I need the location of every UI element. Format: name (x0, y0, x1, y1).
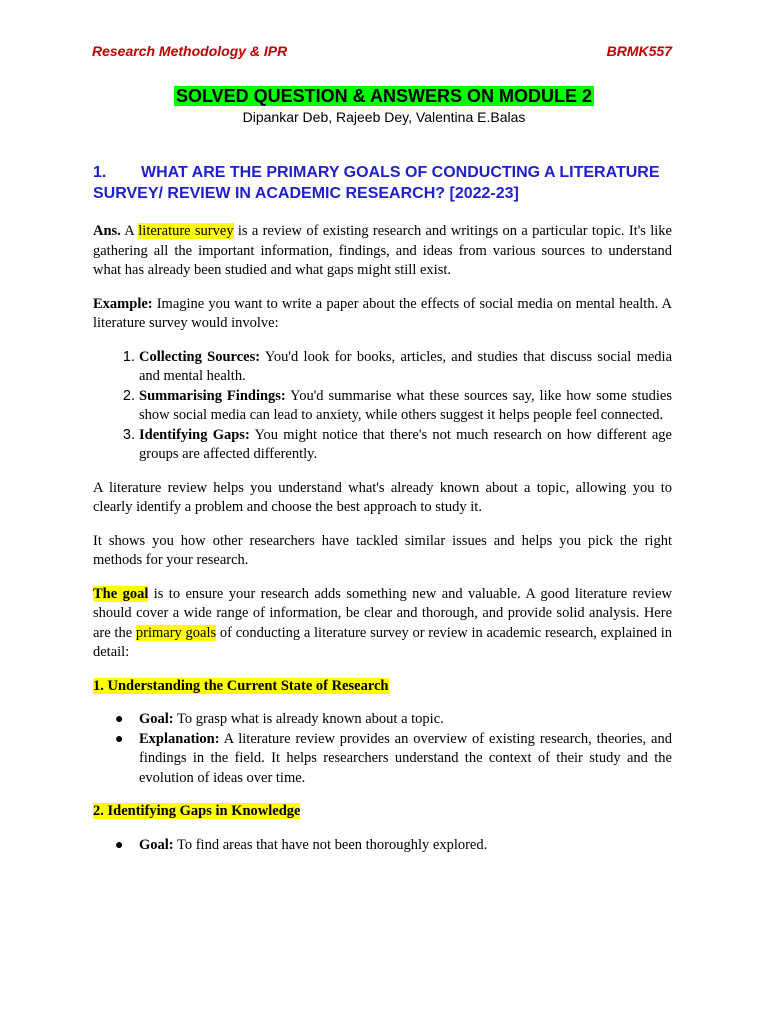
page-header (92, 43, 672, 59)
goal-text-end: of conducting a literature survey or review in academic research, explained in detail: (93, 624, 672, 660)
highlight-the-goal: The goal (93, 585, 149, 602)
explanation-desc: A literature review provides an overview of existing research, theories, and findings in the field. It helps researchers understand the context of their study and the evolution of ideas over time. (139, 730, 672, 786)
list-item (139, 387, 672, 426)
section2-list (93, 836, 672, 856)
goal-desc: To find areas that have not been thoroughly explored. (173, 836, 488, 853)
goal-desc: To grasp what is already known about a topic. (173, 711, 444, 727)
goal-label: Goal: (139, 711, 174, 727)
section-heading-1 (93, 677, 672, 697)
review-paragraph: A literature review helps you understand what's already known about a topic, allowing you to clearly identify a problem and choose the best approach to study it. (93, 479, 672, 515)
title-wrap (0, 86, 768, 107)
methods-paragraph: It shows you how other researchers have tackled similar issues and helps you pick the right methods for your research. (93, 532, 672, 568)
highlight-primary-goals: primary goals (135, 624, 217, 641)
step-label: Identifying Gaps: (139, 426, 250, 443)
header-course-code: BRMK557 (606, 43, 672, 59)
list-item (115, 836, 672, 856)
step-text: You might notice that there's not much research on how different age groups are affected differently. (139, 426, 672, 462)
example-text: Imagine you want to write a paper about the effects of social media on mental health. A literature survey would involve: (93, 295, 672, 331)
list-item (115, 730, 672, 789)
header-course-title: Research Methodology & IPR (92, 43, 288, 59)
goal-paragraph (93, 585, 672, 663)
example-paragraph (93, 295, 672, 334)
answer-pre: A (120, 223, 139, 239)
answer-label: Ans. (93, 223, 121, 239)
bullet-icon: ● (115, 837, 124, 853)
answer-body: is a review of existing research and writings on a particular topic. It's like gathering all the important information, findings, and ideas from various sources to understand what has already been studied and what gaps might still exist. (93, 223, 672, 278)
document-title: SOLVED QUESTION & ANSWERS ON MODULE 2 (175, 86, 593, 106)
step-label: Summarising Findings: (139, 387, 286, 404)
goal-label: Goal: (139, 836, 174, 853)
question-text: WHAT ARE THE PRIMARY GOALS OF CONDUCTING A LITERATURE SURVEY/ REVIEW IN ACADEMIC RESEARCH? [2022-23] (93, 164, 660, 202)
list-item (139, 426, 672, 465)
goal-text: is to ensure your research adds something new and valuable. A good literature review should cover a wide range of information, be clear and thorough, and provide solid analysis. Here are the (93, 585, 672, 641)
authors-line: Dipankar Deb, Rajeeb Dey, Valentina E.Balas (242, 109, 526, 125)
step-label: Collecting Sources: (139, 348, 261, 365)
section-heading-text: 1. Understanding the Current State of Research (93, 677, 389, 694)
list-item (139, 348, 672, 387)
steps-list (93, 348, 672, 465)
explanation-label: Explanation: (139, 730, 220, 747)
section-heading-2 (93, 802, 672, 822)
answer-paragraph (93, 222, 672, 281)
section-heading-text: 2. Identifying Gaps in Knowledge (93, 803, 301, 819)
content-body (93, 162, 672, 869)
example-label: Example: (93, 295, 153, 312)
section1-list (93, 710, 672, 788)
highlight-literature-survey: literature survey (138, 223, 234, 239)
question-number: 1. (93, 164, 107, 181)
step-text: You'd look for books, articles, and studies that discuss social media and mental health. (139, 348, 673, 384)
bullet-icon: ● (115, 731, 124, 747)
question-heading (93, 162, 672, 204)
list-item (115, 710, 672, 730)
step-text: You'd summarise what these sources say, like how some studies show social media can lead to anxiety, while others suggest it helps people feel connected. (139, 387, 672, 423)
bullet-icon: ● (115, 712, 124, 727)
